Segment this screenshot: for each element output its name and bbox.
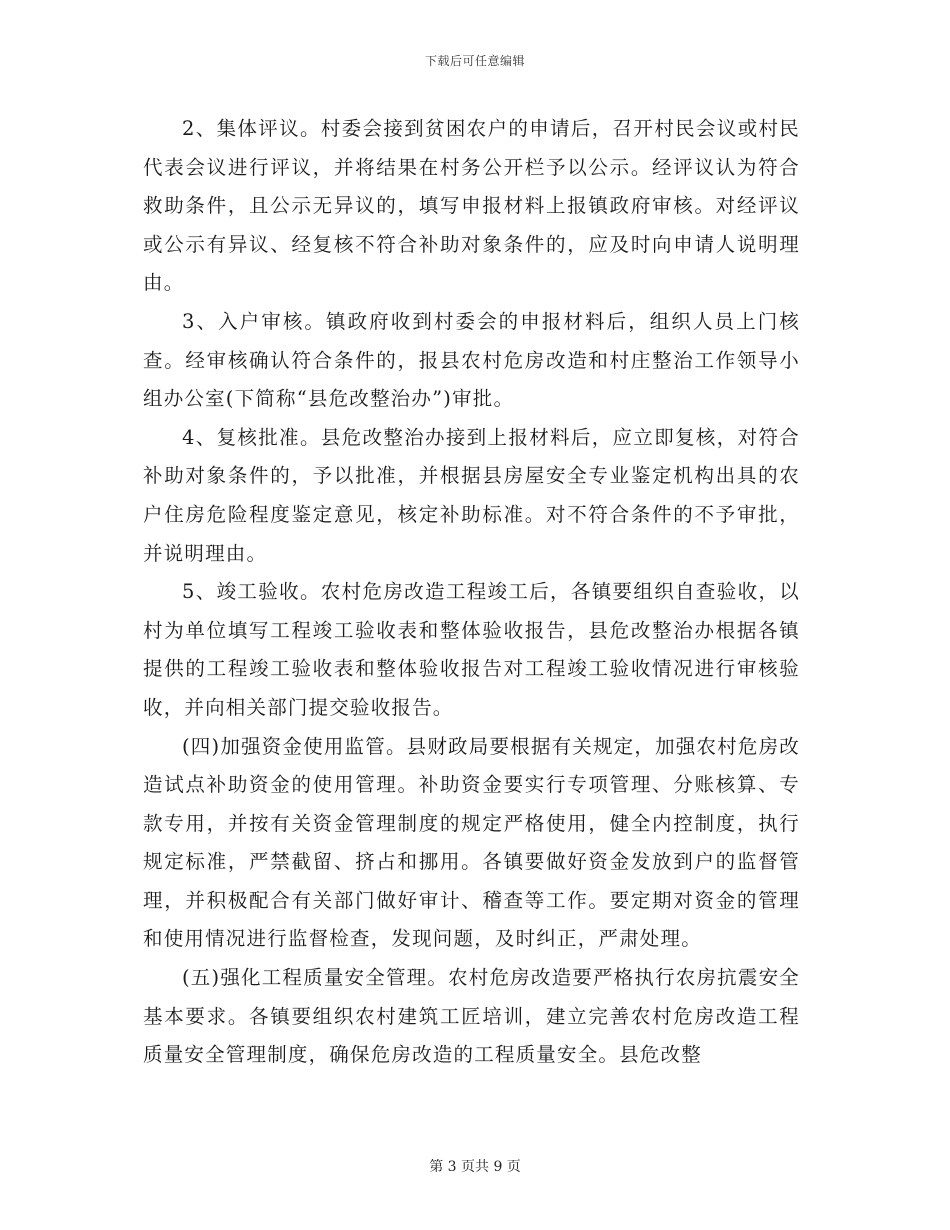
body-text (143, 110, 800, 1075)
download-note: 下载后可任意编辑 (424, 54, 525, 68)
paragraph-household-audit: 3、入户审核。镇政府收到村委会的申报材料后，组织人员上门核查。经审核确认符合条件的，报县农村危房改造和村庄整治工作领导小组办公室(下简称“县危改整治办”)审批。 (143, 309, 800, 411)
paragraph-fund-supervision: (四)加强资金使用监管。县财政局要根据有关规定，加强农村危房改造试点补助资金的使用管理。补助资金要实行专项管理、分账核算、专款专用，并按有关资金管理制度的规定严格使用，健全内控制度，执行规定标准，严禁截留、挤占和挪用。各镇要做好资金发放到户的监督管理，并积极配合有关部门做好审计、稽查等工作。要定期对资金的管理和使用情况进行监督检查，发现问题，及时纠正，严肃处理。 (143, 734, 800, 951)
paragraph-review-approval: 4、复核批准。县危改整治办接到上报材料后，应立即复核，对符合补助对象条件的，予以批准，并根据县房屋安全专业鉴定机构出具的农户住房危险程度鉴定意见，核定补助标准。对不符合条件的不予审批，并说明理由。 (143, 425, 800, 565)
paragraph-quality-safety: (五)强化工程质量安全管理。农村危房改造要严格执行农房抗震安全基本要求。各镇要组织农村建筑工匠培训，建立完善农村危房改造工程质量安全管理制度，确保危房改造的工程质量安全。县危改整 (143, 966, 800, 1067)
paragraph-collective-review: 2、集体评议。村委会接到贫困农户的申请后，召开村民会议或村民代表会议进行评议，并将结果在村务公开栏予以公示。经评议认为符合救助条件，且公示无异议的，填写申报材料上报镇政府审核。对经评议或公示有异议、经复核不符合补助对象条件的，应及时向申请人说明理由。 (143, 117, 800, 295)
page-number: 第 3 页共 9 页 (429, 1159, 521, 1175)
paragraph-completion-acceptance: 5、竣工验收。农村危房改造工程竣工后，各镇要组织自查验收，以村为单位填写工程竣工验收表和整体验收报告，县危改整治办根据各镇提供的工程竣工验收表和整体验收报告对工程竣工验收情况进行审核验收，并向相关部门提交验收报告。 (143, 580, 800, 719)
